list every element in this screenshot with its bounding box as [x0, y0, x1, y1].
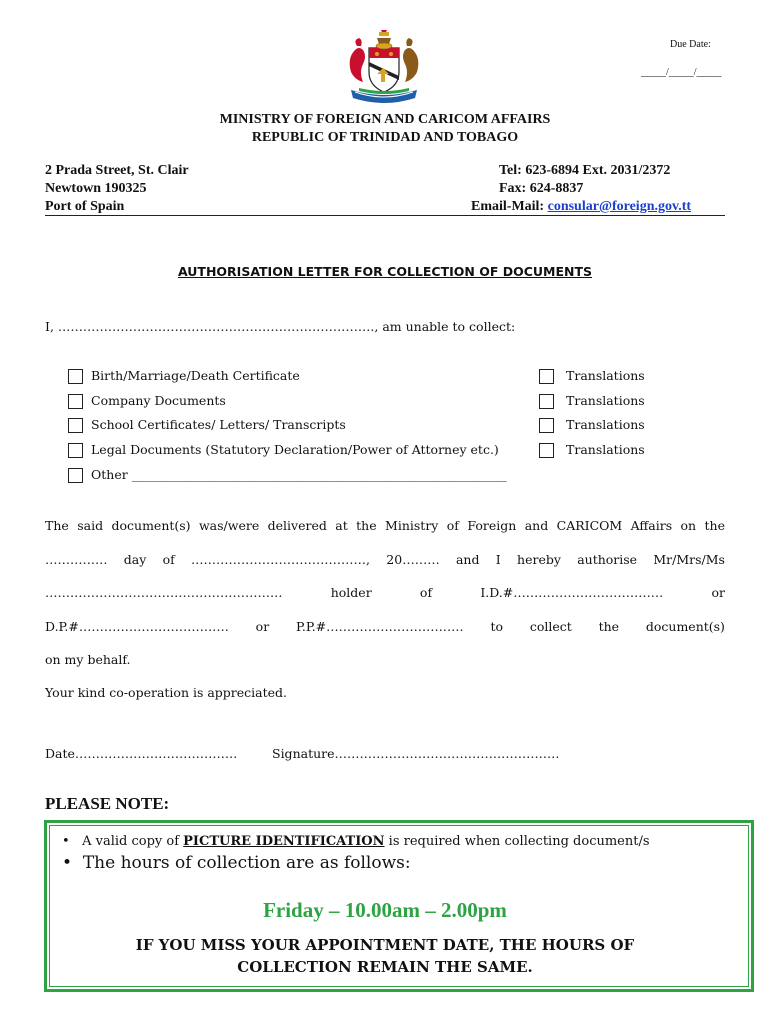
note-bullet-1: [62, 834, 650, 849]
paragraph-word: The: [45, 518, 69, 533]
paragraph-word: delivered: [267, 518, 327, 533]
address-line-1: 2 Prada Street, St. Clair: [45, 163, 189, 178]
checkbox-legal-documents[interactable]: [68, 443, 83, 458]
other-label: Other: [91, 467, 128, 482]
translation-label: Translations: [566, 417, 645, 432]
checkbox-school-certificates[interactable]: [68, 418, 83, 433]
checkbox-company-documents[interactable]: [68, 394, 83, 409]
email-line: [471, 199, 691, 215]
due-date-field[interactable]: _____/_____/_____: [641, 67, 722, 78]
checkbox-translation[interactable]: [539, 369, 554, 384]
checklist-label: Legal Documents (Statutory Declaration/Power of Attorney etc.): [91, 442, 499, 457]
email-link[interactable]: consular@foreign.gov.tt: [547, 199, 692, 214]
date-field[interactable]: Date…………………………………: [45, 746, 238, 761]
paragraph-word: and: [455, 552, 480, 567]
paragraph-word: CARICOM: [556, 518, 623, 533]
paragraph-word: document(s): [111, 518, 191, 533]
please-note-heading: PLEASE NOTE:: [45, 794, 170, 813]
paragraph-word: Affairs: [630, 518, 673, 533]
checkbox-birth-certificate[interactable]: [68, 369, 83, 384]
paragraph-word: the: [598, 619, 620, 634]
name-field[interactable]: I, ………………………………………………………………….,: [45, 319, 379, 334]
paragraph-word[interactable]: D.P.#………………………………: [45, 619, 229, 634]
paragraph-word: to: [490, 619, 504, 634]
ministry-name: MINISTRY OF FOREIGN AND CARICOM AFFAIRS: [219, 112, 551, 127]
paragraph-word: at: [335, 518, 348, 533]
paragraph-word: of: [446, 518, 459, 533]
paragraph-line-2: [45, 552, 725, 567]
paragraph-word: document(s): [645, 619, 725, 634]
checkbox-translation[interactable]: [539, 443, 554, 458]
checklist-label: School Certificates/ Letters/ Transcripts: [91, 417, 346, 432]
paragraph-word: I: [495, 552, 501, 567]
checklist-label: Birth/Marriage/Death Certificate: [91, 368, 300, 383]
other-field[interactable]: ____________________________________________________________: [131, 467, 507, 482]
appreciation-text: Your kind co-operation is appreciated.: [45, 685, 288, 700]
note-bullet-2-text: The hours of collection are as follows:: [82, 853, 411, 873]
paragraph-word: and: [524, 518, 549, 533]
paragraph-line-3: [45, 585, 725, 600]
paragraph-word: authorise: [577, 552, 638, 567]
header-divider: [45, 215, 725, 216]
paragraph-line-5: on my behalf.: [45, 652, 131, 667]
paragraph-word: or: [711, 585, 725, 600]
coat-of-arms-icon: [341, 28, 427, 108]
warning-line-2: COLLECTION REMAIN THE SAME.: [237, 958, 533, 976]
paragraph-word: collect: [529, 619, 572, 634]
republic-name: REPUBLIC OF TRINIDAD AND TOBAGO: [251, 130, 519, 145]
note-bullet-1-pre: A valid copy of: [82, 834, 180, 849]
fax: Fax: 624-8837: [499, 181, 584, 196]
email-label: Email-Mail:: [471, 199, 545, 214]
paragraph-word: holder: [330, 585, 372, 600]
warning-line-1: IF YOU MISS YOUR APPOINTMENT DATE, THE HOURS OF: [135, 936, 635, 954]
bullet-icon: •: [62, 834, 78, 849]
paragraph-word: said: [77, 518, 104, 533]
paragraph-word: or: [255, 619, 270, 634]
translation-label: Translations: [566, 368, 645, 383]
bullet-icon: •: [62, 853, 78, 873]
checkbox-translation[interactable]: [539, 418, 554, 433]
paragraph-word: Ministry: [385, 518, 439, 533]
collection-hours: Friday – 10.00am – 2.00pm: [263, 898, 507, 922]
document-title: AUTHORISATION LETTER FOR COLLECTION OF DOCUMENTS: [177, 264, 593, 279]
due-date-label: Due Date:: [670, 39, 711, 50]
checklist-label: Company Documents: [91, 393, 226, 408]
paragraph-word: day: [123, 552, 147, 567]
checkbox-translation[interactable]: [539, 394, 554, 409]
address-line-3: Port of Spain: [45, 199, 125, 214]
paragraph-word: the: [356, 518, 377, 533]
paragraph-word[interactable]: P.P.#……………………………: [295, 619, 464, 634]
note-bullet-2: [62, 853, 411, 873]
picture-identification: PICTURE IDENTIFICATION: [183, 834, 385, 849]
paragraph-word: Foreign: [467, 518, 517, 533]
address-line-2: Newtown 190325: [45, 181, 147, 196]
paragraph-word: of: [162, 552, 175, 567]
paragraph-word[interactable]: ……………: [45, 552, 108, 567]
intro-suffix: am unable to collect:: [382, 319, 516, 334]
signature-field[interactable]: Signature………………………………………………: [272, 746, 560, 761]
paragraph-word[interactable]: ……………………………………,: [191, 552, 371, 567]
paragraph-word[interactable]: …………………………………………………: [45, 585, 283, 600]
translation-label: Translations: [566, 393, 645, 408]
paragraph-word: the: [704, 518, 725, 533]
paragraph-line-1: [45, 518, 725, 533]
paragraph-line-4: [45, 619, 725, 634]
telephone: Tel: 623-6894 Ext. 2031/2372: [499, 163, 671, 178]
other-line: [91, 467, 507, 482]
paragraph-word[interactable]: I.D.#………………………………: [480, 585, 664, 600]
checkbox-other[interactable]: [68, 468, 83, 483]
paragraph-word: Mr/Mrs/Ms: [653, 552, 725, 567]
paragraph-word: hereby: [517, 552, 561, 567]
intro-line: [45, 319, 515, 334]
paragraph-word: was/were: [198, 518, 260, 533]
paragraph-word: on: [680, 518, 697, 533]
paragraph-word[interactable]: 20………: [386, 552, 440, 567]
paragraph-word: of: [419, 585, 433, 600]
translation-label: Translations: [566, 442, 645, 457]
note-bullet-1-post: is required when collecting document/s: [388, 834, 650, 849]
